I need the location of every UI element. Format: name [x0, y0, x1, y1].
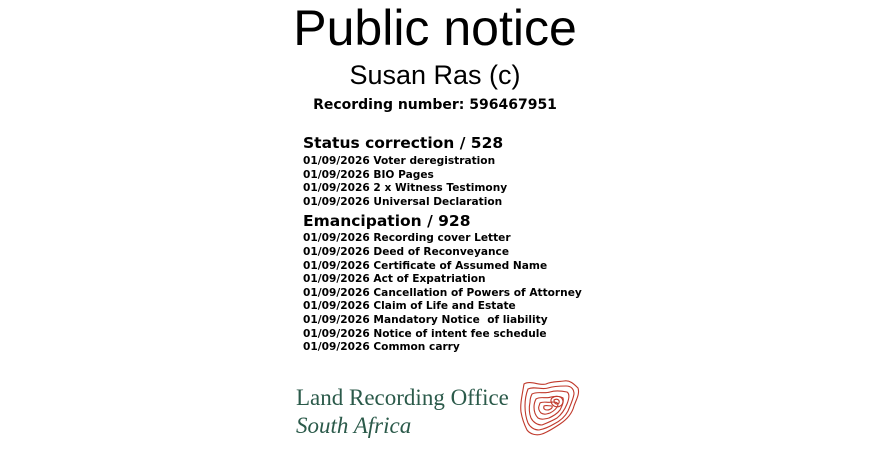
list-item: 01/09/2026 Universal Declaration — [303, 195, 503, 208]
list-item: 01/09/2026 2 x Witness Testimony — [303, 182, 508, 195]
list-item: 01/09/2026 Mandatory Notice of liability — [303, 313, 548, 326]
list-item: 01/09/2026 Deed of Reconveyance — [303, 245, 509, 258]
list-item: 01/09/2026 Cancellation of Powers of Attorney — [303, 286, 582, 299]
recording-number: Recording number: 596467951 — [313, 97, 557, 113]
list-item: 01/09/2026 BIO Pages — [303, 168, 434, 181]
list-item: 01/09/2026 Notice of intent fee schedule — [303, 327, 547, 340]
page-title: Public notice — [293, 0, 577, 56]
list-item: 01/09/2026 Recording cover Letter — [303, 232, 511, 245]
status-correction-list — [303, 155, 723, 209]
list-item: 01/09/2026 Act of Expatriation — [303, 273, 486, 286]
south-africa-map-icon — [518, 378, 582, 438]
list-item: 01/09/2026 Voter deregistration — [303, 155, 496, 167]
office-logo — [296, 384, 596, 444]
list-item: 01/09/2026 Common carry — [303, 341, 460, 354]
section-heading-emancipation: Emancipation / 928 — [303, 212, 471, 231]
notice-content — [303, 132, 723, 355]
list-item: 01/09/2026 Claim of Life and Estate — [303, 300, 516, 313]
emancipation-list — [303, 232, 723, 354]
country-name: South Africa — [296, 413, 412, 438]
person-name: Susan Ras (c) — [349, 60, 521, 90]
office-name: Land Recording Office — [296, 385, 509, 410]
list-item: 01/09/2026 Certificate of Assumed Name — [303, 259, 548, 272]
section-heading-status-correction: Status correction / 528 — [303, 134, 504, 152]
